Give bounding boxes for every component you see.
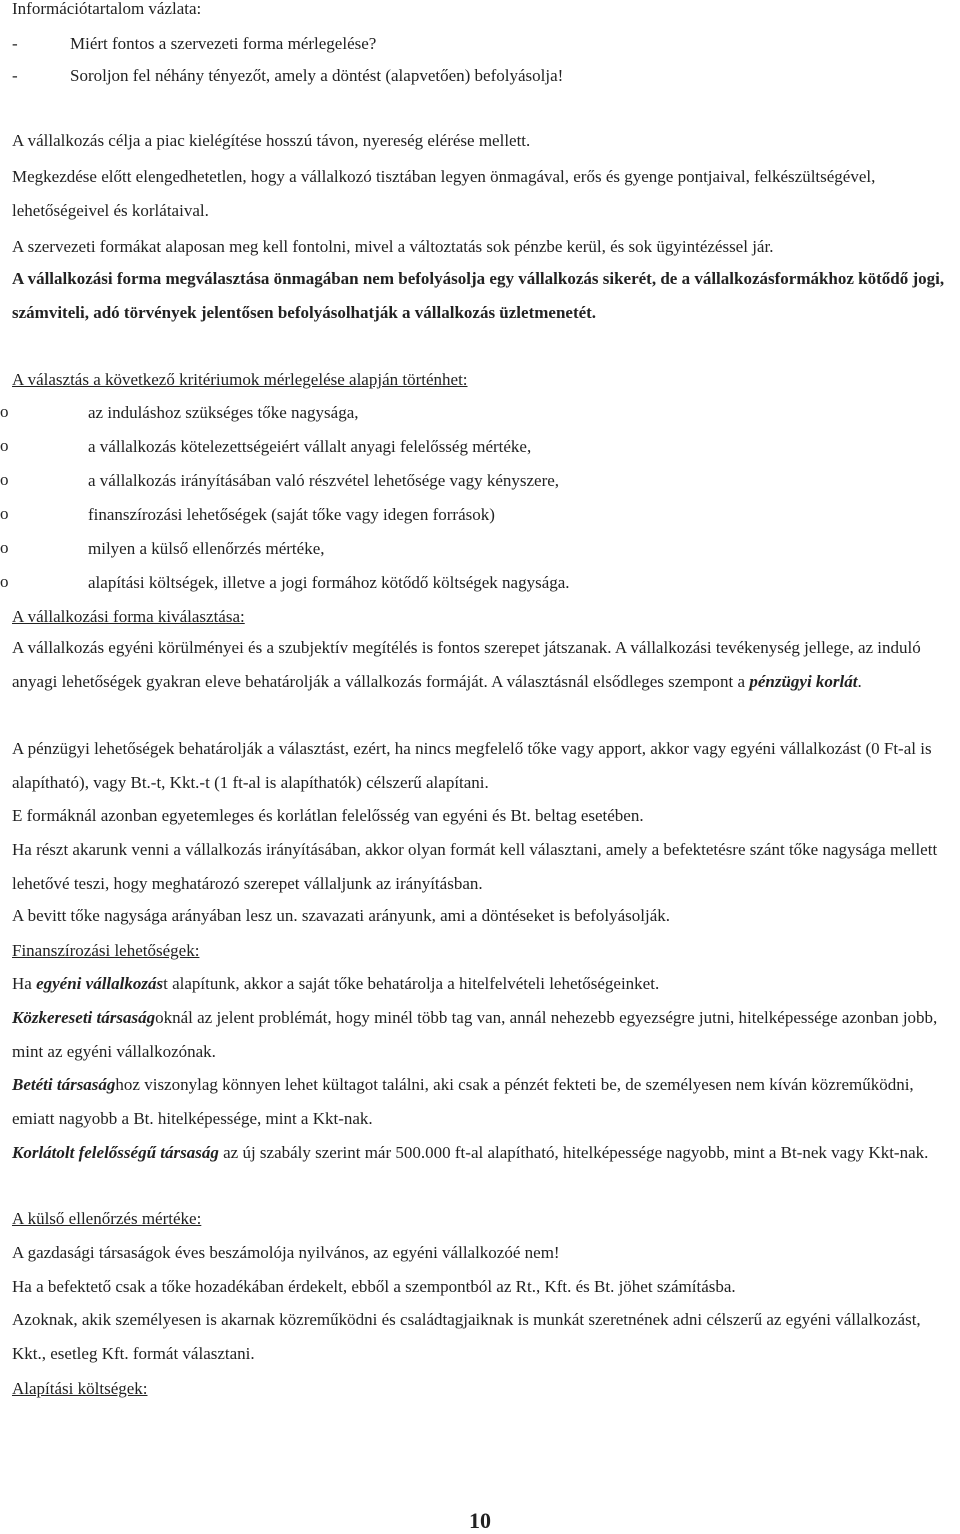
control-paragraph-2: Ha a befektető csak a tőke hozadékában érdekelt, ebből a szempontból az Rt., Kft. és Bt. jöhet számításba.	[12, 1277, 736, 1296]
control-heading: A külső ellenőrzés mértéke:	[12, 1209, 202, 1228]
financing-paragraph-1: Ha egyéni vállalkozást alapítunk, akkor a saját tőke behatárolja a hitelfelvételi lehetőségeinket.	[12, 974, 660, 993]
control-paragraph-3: Azoknak, akik személyesen is akarnak közreműködni és családtagjaiknak is munkát szeretnének adni célszerű az egyéni vállalkozást, Kkt., esetleg Kft. formát választani.	[12, 1310, 921, 1363]
outline-title: Információtartalom vázlata:	[12, 0, 202, 18]
selection-paragraph-3: E formáknál azonban egyetemleges és korlátlan felelősség van egyéni és Bt. beltag esetében.	[12, 806, 644, 825]
outline-item-2: - Soroljon fel néhány tényezőt, amely a döntést (alapvetően) befolyásolja!	[12, 66, 564, 85]
financing-heading: Finanszírozási lehetőségek:	[12, 941, 200, 960]
intro-paragraph-3: A szervezeti formákat alaposan meg kell fontolni, mivel a változtatás sok pénzbe kerül, és sok ügyintézéssel jár.	[12, 237, 774, 256]
selection-heading: A vállalkozási forma kiválasztása:	[12, 607, 245, 626]
selection-paragraph-4: Ha részt akarunk venni a vállalkozás irányításában, akkor olyan formát kell választani, amely a befektetésre szánt tőke nagysága mellett lehetővé teszi, hogy meghatározó szerepet vállaljunk az irányításban.	[12, 840, 938, 893]
selection-paragraph-5: A bevitt tőke nagysága arányában lesz un. szavazati arányunk, ami a döntéseket is befolyásolják.	[12, 906, 671, 925]
selection-paragraph-1: A vállalkozás egyéni körülményei és a szubjektív megítélés is fontos szerepet játszanak. A vállalkozási tevékenység jellege, az induló anyagi lehetőségek gyakran eleve behatárolják a vállalkozás formáját. A választásnál elsődleges szempont a pénzügyi korlát.	[12, 638, 921, 691]
financing-paragraph-2: Közkereseti társaságoknál az jelent problémát, hogy minél több tag van, annál nehezebb egyezségre jutni, hitelképessége azonban jobb, mint az egyéni vállalkozónak.	[12, 1008, 938, 1061]
financing-paragraph-3: Betéti társasághoz viszonylag könnyen lehet kültagot találni, aki csak a pénzét fekteti be, de személyesen nem kíván közreműködni, emiatt nagyobb a Bt. hitelképessége, mint a Kkt-nak.	[12, 1075, 914, 1128]
page-number: 10	[469, 1508, 491, 1533]
intro-paragraph-4: A vállalkozási forma megválasztása önmagában nem befolyásolja egy vállalkozás sikerét, de a vállalkozásformákhoz kötődő jogi, számviteli, adó törvények jelentősen befolyásolhatják a vállalkozás üzletmenetét.	[12, 269, 945, 322]
selection-paragraph-2: A pénzügyi lehetőségek behatárolják a választást, ezért, ha nincs megfelelő tőke vagy apport, akkor vagy egyéni vállalkozást (0 Ft-al is alapítható), vagy Bt.-t, Kkt.-t (1 ft-al is alapíthatók) célszerű alapítani.	[12, 739, 932, 792]
founding-heading: Alapítási költségek:	[12, 1379, 148, 1398]
criteria-heading: A választás a következő kritériumok mérlegelése alapján történhet:	[12, 370, 468, 389]
outline-item-1: - Miért fontos a szervezeti forma mérlegelése?	[12, 34, 377, 53]
control-paragraph-1: A gazdasági társaságok éves beszámolója nyilvános, az egyéni vállalkozóé nem!	[12, 1243, 560, 1262]
financing-paragraph-4: Korlátolt felelősségű társaság az új szabály szerint már 500.000 ft-al alapítható, hitelképessége nagyobb, mint a Bt-nek vagy Kkt-nak.	[12, 1143, 929, 1162]
intro-paragraph-2: Megkezdése előtt elengedhetetlen, hogy a vállalkozó tisztában legyen önmagával, erős és gyenge pontjaival, felkészültségével, lehetőségeivel és korlátaival.	[12, 167, 876, 220]
intro-paragraph-1: A vállalkozás célja a piac kielégítése hosszú távon, nyereség elérése mellett.	[12, 131, 531, 150]
criteria-list: o az induláshoz szükséges tőke nagysága, o a vállalkozás kötelezettségeiért vállalt anyagi felelősség mértéke, o a vállalkozás irányításában való részvétel lehetősége vagy kényszere, o finanszírozási lehetőségek (saját tőke vagy idegen források) o milyen a külső ellenőrzés mértéke, o alapítási költségek, illetve a jogi formához kötődő költségek nagysága.	[0, 402, 570, 592]
